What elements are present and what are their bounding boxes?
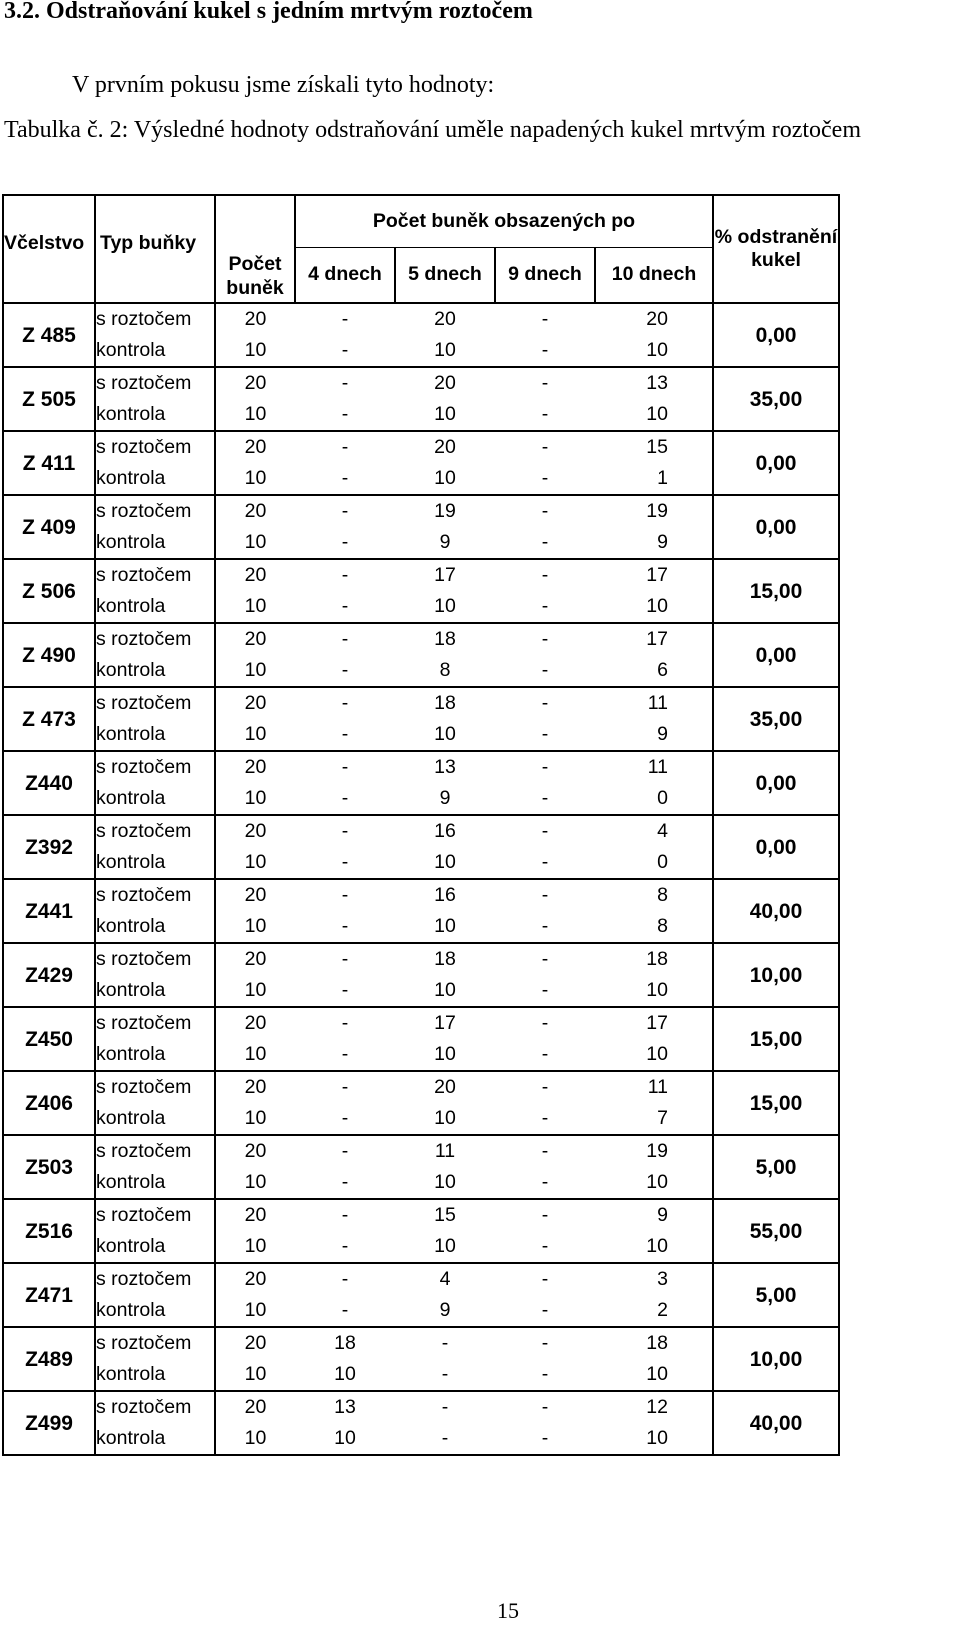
table-row-mite	[3, 367, 839, 399]
day5-value: 17	[395, 1007, 495, 1039]
day4-value: -	[295, 559, 395, 591]
day9-value: -	[495, 751, 595, 783]
count: 20	[215, 1327, 295, 1359]
day9-value: -	[541, 466, 549, 489]
count: 10	[215, 1231, 295, 1263]
removal-percent: 5,00	[713, 1263, 839, 1327]
count: 10	[215, 847, 295, 879]
cell-type: s roztočem	[95, 1135, 215, 1167]
day10-value: 8	[595, 879, 713, 911]
table-row-mite	[3, 559, 839, 591]
day9-value: -	[541, 786, 549, 809]
day5-value: 4	[395, 1263, 495, 1295]
day10-value: 10	[646, 1362, 668, 1385]
hive-id: Z516	[3, 1199, 95, 1263]
cell-type: s roztočem	[95, 1199, 215, 1231]
day9-value: -	[495, 431, 595, 463]
day5-value: 10	[434, 1234, 456, 1257]
hive-id: Z 506	[3, 559, 95, 623]
cell-type: kontrola	[95, 1231, 215, 1263]
day9-value: -	[541, 1042, 549, 1065]
day4-value: -	[295, 751, 395, 783]
header-occupied: Počet buněk obsazených po	[295, 195, 713, 247]
day4-value: -	[341, 1298, 349, 1321]
day5-value: 9	[439, 530, 451, 553]
hive-id: Z440	[3, 751, 95, 815]
day10-value: 15	[595, 431, 713, 463]
day5-value: -	[395, 1423, 495, 1455]
cell-type: kontrola	[95, 655, 215, 687]
day5-value: 18	[395, 623, 495, 655]
count: 10	[215, 719, 295, 751]
day5-value: 9	[439, 786, 451, 809]
day4-value: -	[341, 1042, 349, 1065]
removal-percent: 0,00	[713, 495, 839, 559]
removal-percent: 15,00	[713, 559, 839, 623]
table-row-mite	[3, 879, 839, 911]
header-day9: 9 dnech	[495, 247, 595, 303]
count: 20	[215, 751, 295, 783]
day9-value: -	[541, 1106, 549, 1129]
hive-id: Z 411	[3, 431, 95, 495]
day5-value: -	[395, 1327, 495, 1359]
day10-value: 9	[595, 1199, 713, 1231]
day4-value: -	[341, 338, 349, 361]
count: 20	[215, 1007, 295, 1039]
count: 20	[215, 623, 295, 655]
day4-value: -	[341, 786, 349, 809]
hive-id: Z429	[3, 943, 95, 1007]
day9-value: -	[495, 1263, 595, 1295]
removal-percent: 0,00	[713, 303, 839, 367]
day5-value: 9	[439, 1298, 451, 1321]
cell-type: s roztočem	[95, 751, 215, 783]
cell-type: s roztočem	[95, 1327, 215, 1359]
day9-value: -	[495, 687, 595, 719]
day5-value: 10	[434, 1042, 456, 1065]
count: 10	[215, 911, 295, 943]
count: 10	[215, 335, 295, 367]
cell-type: kontrola	[95, 399, 215, 431]
day10-value: 10	[595, 1423, 713, 1455]
day4-value: 10	[295, 1423, 395, 1455]
removal-percent: 0,00	[713, 815, 839, 879]
cell-type: kontrola	[95, 1359, 215, 1391]
day4-value: -	[295, 815, 395, 847]
day10-value: 12	[595, 1391, 713, 1423]
cell-type: kontrola	[95, 911, 215, 943]
day9-value: -	[495, 1423, 595, 1455]
day4-value: -	[295, 687, 395, 719]
cell-type: s roztočem	[95, 367, 215, 399]
day10-value: 10	[646, 1234, 668, 1257]
day9-value: -	[495, 1135, 595, 1167]
day9-value: -	[495, 623, 595, 655]
day9-value: -	[495, 879, 595, 911]
day4-value: -	[295, 1263, 395, 1295]
cell-type: kontrola	[95, 463, 215, 495]
table-body	[3, 303, 839, 1455]
day4-value: -	[341, 466, 349, 489]
day10-value: 10	[646, 594, 668, 617]
day9-value: -	[495, 1071, 595, 1103]
cell-type: kontrola	[95, 1167, 215, 1199]
day9-value: -	[541, 338, 549, 361]
day10-value: 6	[657, 658, 668, 681]
day9-value: -	[495, 1007, 595, 1039]
count: 10	[215, 783, 295, 815]
day5-value: 10	[434, 338, 456, 361]
day9-value: -	[495, 1391, 595, 1423]
day4-value: -	[341, 1170, 349, 1193]
removal-percent: 40,00	[713, 879, 839, 943]
cell-type: kontrola	[95, 975, 215, 1007]
day4-value: -	[295, 1199, 395, 1231]
count: 20	[215, 1071, 295, 1103]
count: 20	[215, 431, 295, 463]
day9-value: -	[541, 1362, 549, 1385]
day10-value: 1	[657, 466, 668, 489]
hive-id: Z471	[3, 1263, 95, 1327]
day5-value: 10	[434, 402, 456, 425]
count: 20	[215, 879, 295, 911]
table-row-mite	[3, 1071, 839, 1103]
hive-id: Z489	[3, 1327, 95, 1391]
cell-type: kontrola	[95, 1295, 215, 1327]
day5-value: 10	[434, 466, 456, 489]
day10-value: 11	[595, 1071, 713, 1103]
day5-value: 15	[395, 1199, 495, 1231]
day4-value: -	[341, 914, 349, 937]
hive-id: Z 473	[3, 687, 95, 751]
day9-value: -	[495, 815, 595, 847]
count: 20	[215, 1135, 295, 1167]
count: 10	[215, 975, 295, 1007]
day4-value: -	[341, 594, 349, 617]
day4-value: -	[295, 1071, 395, 1103]
day10-value: 11	[595, 687, 713, 719]
count: 20	[215, 943, 295, 975]
day9-value: -	[541, 594, 549, 617]
day5-value: 20	[395, 303, 495, 335]
header-hive: Včelstvo	[3, 195, 95, 303]
cell-type: s roztočem	[95, 815, 215, 847]
hive-id: Z 409	[3, 495, 95, 559]
day4-value: -	[295, 431, 395, 463]
day5-value: 16	[395, 815, 495, 847]
day10-value: 0	[657, 850, 668, 873]
hive-id: Z406	[3, 1071, 95, 1135]
removal-percent: 15,00	[713, 1071, 839, 1135]
table-row-mite	[3, 1391, 839, 1423]
day10-value: 20	[595, 303, 713, 335]
cell-type: s roztočem	[95, 879, 215, 911]
table-row-mite	[3, 431, 839, 463]
day5-value: 10	[434, 978, 456, 1001]
day9-value: -	[541, 1170, 549, 1193]
header-count: Počet buněk	[215, 195, 295, 303]
removal-percent: 0,00	[713, 431, 839, 495]
day4-value: -	[295, 943, 395, 975]
cell-type: kontrola	[95, 1423, 215, 1455]
day5-value: 10	[434, 914, 456, 937]
day5-value: 10	[434, 1170, 456, 1193]
page-number: 15	[497, 1598, 519, 1623]
day10-value: 9	[657, 722, 668, 745]
hive-id: Z503	[3, 1135, 95, 1199]
count: 20	[215, 687, 295, 719]
day10-value: 18	[595, 1327, 713, 1359]
table-row-mite	[3, 495, 839, 527]
header-day10: 10 dnech	[595, 247, 713, 303]
removal-percent: 0,00	[713, 751, 839, 815]
removal-percent: 35,00	[713, 687, 839, 751]
count: 20	[215, 367, 295, 399]
removal-percent: 0,00	[713, 623, 839, 687]
day10-value: 19	[595, 1135, 713, 1167]
table-row-mite	[3, 623, 839, 655]
removal-percent: 35,00	[713, 367, 839, 431]
cell-type: s roztočem	[95, 1071, 215, 1103]
day9-value: -	[495, 495, 595, 527]
header-cell-type: Typ buňky	[95, 195, 215, 303]
day4-value: -	[341, 658, 349, 681]
count: 10	[215, 527, 295, 559]
day10-value: 3	[595, 1263, 713, 1295]
day5-value: 10	[434, 1106, 456, 1129]
cell-type: s roztočem	[95, 1007, 215, 1039]
cell-type: s roztočem	[95, 1391, 215, 1423]
header-day4: 4 dnech	[295, 247, 395, 303]
day4-value: -	[295, 623, 395, 655]
day5-value: 20	[395, 431, 495, 463]
cell-type: kontrola	[95, 335, 215, 367]
table-row-mite	[3, 1263, 839, 1295]
hive-id: Z499	[3, 1391, 95, 1455]
table-row-mite	[3, 815, 839, 847]
day9-value: -	[541, 850, 549, 873]
count: 20	[215, 303, 295, 335]
day5-value: -	[441, 1362, 449, 1385]
day4-value: -	[295, 303, 395, 335]
day4-value: -	[295, 1007, 395, 1039]
day5-value: 8	[439, 658, 451, 681]
count: 10	[215, 1295, 295, 1327]
day10-value: 10	[646, 1042, 668, 1065]
day9-value: -	[495, 559, 595, 591]
table-caption: Tabulka č. 2: Výsledné hodnoty odstraňování uměle napadených kukel mrtvým roztočem	[4, 117, 861, 143]
day10-value: 7	[657, 1106, 668, 1129]
day4-value: -	[341, 530, 349, 553]
day9-value: -	[541, 1298, 549, 1321]
day5-value: -	[395, 1391, 495, 1423]
cell-type: kontrola	[95, 719, 215, 751]
hive-id: Z 505	[3, 367, 95, 431]
hive-id: Z392	[3, 815, 95, 879]
count: 10	[215, 1423, 295, 1455]
day10-value: 4	[595, 815, 713, 847]
day5-value: 16	[395, 879, 495, 911]
day10-value: 9	[657, 530, 668, 553]
day9-value: -	[541, 1234, 549, 1257]
count: 10	[215, 463, 295, 495]
day10-value: 10	[646, 978, 668, 1001]
cell-type: kontrola	[95, 847, 215, 879]
day4-value: -	[341, 722, 349, 745]
day5-value: 18	[395, 687, 495, 719]
table-row-mite	[3, 943, 839, 975]
cell-type: kontrola	[95, 591, 215, 623]
removal-percent: 40,00	[713, 1391, 839, 1455]
day9-value: -	[495, 1199, 595, 1231]
day4-value: -	[295, 879, 395, 911]
day4-value: 10	[334, 1362, 356, 1385]
results-table	[2, 194, 840, 1456]
day10-value: 10	[646, 402, 668, 425]
cell-type: s roztočem	[95, 687, 215, 719]
day9-value: -	[495, 367, 595, 399]
day10-value: 13	[595, 367, 713, 399]
count: 10	[215, 1359, 295, 1391]
count: 10	[215, 1103, 295, 1135]
day5-value: 10	[434, 850, 456, 873]
day5-value: 11	[395, 1135, 495, 1167]
count: 20	[215, 559, 295, 591]
cell-type: s roztočem	[95, 303, 215, 335]
table-row-mite	[3, 1007, 839, 1039]
removal-percent: 10,00	[713, 1327, 839, 1391]
header-day5: 5 dnech	[395, 247, 495, 303]
day4-value: -	[295, 495, 395, 527]
cell-type: s roztočem	[95, 1263, 215, 1295]
day10-value: 10	[646, 338, 668, 361]
table-row-mite	[3, 751, 839, 783]
count: 10	[215, 591, 295, 623]
table-row-mite	[3, 1135, 839, 1167]
hive-id: Z 490	[3, 623, 95, 687]
day5-value: 20	[395, 367, 495, 399]
day9-value: -	[495, 1327, 595, 1359]
section-heading: 3.2. Odstraňování kukel s jedním mrtvým roztočem	[4, 0, 533, 24]
cell-type: s roztočem	[95, 943, 215, 975]
table-row-mite	[3, 303, 839, 335]
day5-value: 10	[434, 722, 456, 745]
day10-value: 8	[657, 914, 668, 937]
removal-percent: 55,00	[713, 1199, 839, 1263]
count: 20	[215, 815, 295, 847]
day4-value: -	[341, 1234, 349, 1257]
removal-percent: 10,00	[713, 943, 839, 1007]
cell-type: s roztočem	[95, 559, 215, 591]
count: 20	[215, 1263, 295, 1295]
day9-value: -	[541, 722, 549, 745]
day4-value: -	[341, 402, 349, 425]
count: 10	[215, 655, 295, 687]
day5-value: 17	[395, 559, 495, 591]
day10-value: 17	[595, 559, 713, 591]
hive-id: Z450	[3, 1007, 95, 1071]
day4-value: -	[341, 850, 349, 873]
table-row-mite	[3, 687, 839, 719]
day5-value: 18	[395, 943, 495, 975]
table-row-mite	[3, 1199, 839, 1231]
header-removed: % odstranění kukel	[713, 195, 839, 303]
cell-type: kontrola	[95, 1039, 215, 1071]
day10-value: 17	[595, 1007, 713, 1039]
cell-type: s roztočem	[95, 495, 215, 527]
day9-value: -	[541, 658, 549, 681]
count: 10	[215, 1167, 295, 1199]
count: 10	[215, 399, 295, 431]
cell-type: kontrola	[95, 527, 215, 559]
count: 10	[215, 1039, 295, 1071]
intro-text: V prvním pokusu jsme získali tyto hodnoty:	[72, 72, 495, 98]
removal-percent: 15,00	[713, 1007, 839, 1071]
day9-value: -	[541, 914, 549, 937]
count: 20	[215, 1199, 295, 1231]
day4-value: -	[341, 1106, 349, 1129]
hive-id: Z 485	[3, 303, 95, 367]
day5-value: 10	[434, 594, 456, 617]
removal-percent: 5,00	[713, 1135, 839, 1199]
hive-id: Z441	[3, 879, 95, 943]
day10-value: 10	[646, 1170, 668, 1193]
day10-value: 0	[657, 786, 668, 809]
day10-value: 2	[657, 1298, 668, 1321]
day10-value: 19	[595, 495, 713, 527]
cell-type: kontrola	[95, 1103, 215, 1135]
day5-value: 19	[395, 495, 495, 527]
day4-value: -	[295, 1135, 395, 1167]
table-row-mite	[3, 1327, 839, 1359]
day10-value: 18	[595, 943, 713, 975]
day9-value: -	[541, 978, 549, 1001]
day9-value: -	[495, 303, 595, 335]
count: 20	[215, 1391, 295, 1423]
cell-type: s roztočem	[95, 431, 215, 463]
day4-value: -	[341, 978, 349, 1001]
cell-type: s roztočem	[95, 623, 215, 655]
day4-value: 18	[295, 1327, 395, 1359]
day9-value: -	[541, 530, 549, 553]
day9-value: -	[495, 943, 595, 975]
day4-value: -	[295, 367, 395, 399]
day10-value: 17	[595, 623, 713, 655]
day9-value: -	[541, 402, 549, 425]
day10-value: 11	[595, 751, 713, 783]
day4-value: 13	[295, 1391, 395, 1423]
day5-value: 20	[395, 1071, 495, 1103]
cell-type: kontrola	[95, 783, 215, 815]
day5-value: 13	[395, 751, 495, 783]
count: 20	[215, 495, 295, 527]
